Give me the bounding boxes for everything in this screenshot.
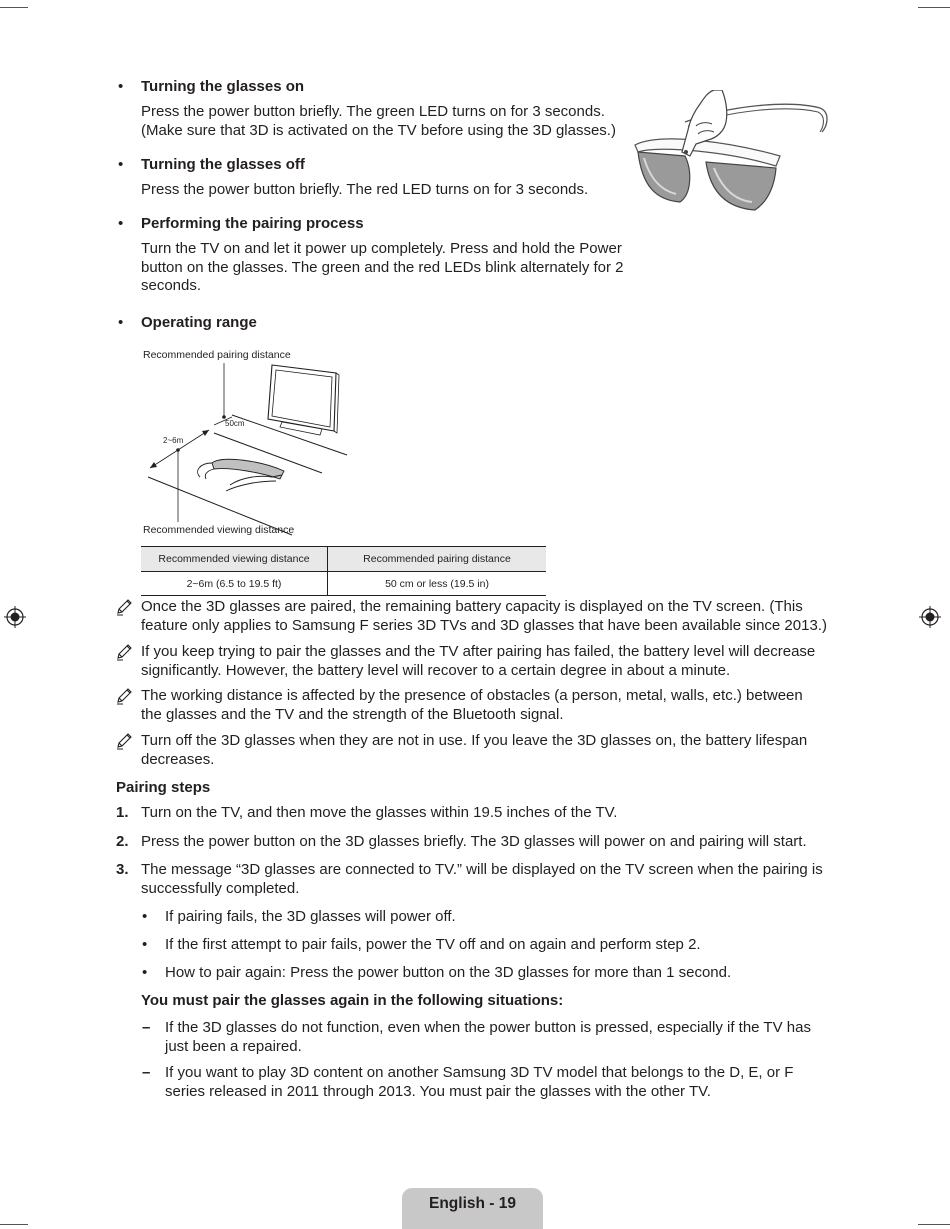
body-line: Press the power button briefly. The green LED turns on for 3 seconds. — [141, 103, 605, 120]
bullet-icon: • — [142, 936, 148, 953]
crop-mark — [918, 7, 950, 8]
body-line: seconds. — [141, 277, 202, 294]
viewing-distance-label: Recommended viewing distance — [143, 524, 295, 536]
crop-mark — [918, 1224, 950, 1225]
sub-bullet-text: How to pair again: Press the power button on the 3D glasses for more than 1 second. — [165, 964, 732, 981]
bullet-icon: • — [142, 964, 148, 981]
bullet-icon: • — [118, 215, 124, 232]
dash-line: just been a repaired. — [165, 1037, 302, 1055]
crop-mark — [0, 1224, 28, 1225]
registration-mark-icon — [4, 606, 26, 628]
note-line: feature only applies to Samsung F series 3D TVs and 3D glasses that have been available since 2013.) — [141, 616, 827, 634]
table-row — [141, 572, 546, 596]
bullet-icon: • — [118, 156, 124, 173]
step-number: 3. — [116, 861, 129, 878]
section-heading: Turning the glasses on — [141, 78, 305, 95]
note-line: significantly. However, the battery level will recover to a certain degree in about a minute. — [141, 661, 731, 679]
note-line: The working distance is affected by the presence of obstacles (a person, metal, walls, etc.) between — [141, 687, 803, 704]
pencil-note-icon — [116, 598, 134, 616]
section-heading: Operating range — [141, 314, 257, 331]
page-number-tab: English - 19 — [402, 1188, 543, 1229]
sub-bullet-text: If the first attempt to pair fails, power the TV off and on again and perform step 2. — [165, 936, 701, 953]
section-heading: Performing the pairing process — [141, 215, 364, 232]
table-header-cell: Recommended pairing distance — [328, 547, 547, 572]
must-pair-heading: You must pair the glasses again in the following situations: — [141, 992, 564, 1009]
table-header-cell: Recommended viewing distance — [141, 547, 328, 572]
dash-line: series released in 2011 through 2013. You must pair the glasses with the other TV. — [165, 1082, 711, 1100]
step-line: Turn on the TV, and then move the glasses within 19.5 inches of the TV. — [141, 804, 618, 821]
note-line: Turn off the 3D glasses when they are not in use. If you leave the 3D glasses on, the battery lifespan — [141, 732, 808, 749]
glasses-illustration — [630, 90, 835, 215]
body-line: Press the power button briefly. The red LED turns on for 3 seconds. — [141, 181, 589, 198]
table-cell: 50 cm or less (19.5 in) — [328, 572, 547, 596]
step-number: 2. — [116, 833, 129, 850]
body-line: button on the glasses. The green and the red LEDs blink alternately for 2 — [141, 258, 624, 276]
sub-bullet-text: If pairing fails, the 3D glasses will power off. — [165, 908, 456, 925]
operating-range-diagram — [142, 345, 372, 540]
note-line: decreases. — [141, 750, 215, 768]
step-line: Press the power button on the 3D glasses briefly. The 3D glasses will power on and pairing will start. — [141, 833, 807, 850]
note-line: Once the 3D glasses are paired, the remaining battery capacity is displayed on the TV screen. (This — [141, 598, 803, 615]
dash-line: If you want to play 3D content on another Samsung 3D TV model that belongs to the D, E, or F — [165, 1064, 794, 1081]
bullet-icon: • — [118, 78, 124, 95]
step-line: The message “3D glasses are connected to TV.” will be displayed on the TV screen when the pairing is — [141, 861, 823, 878]
pairing-steps-heading: Pairing steps — [116, 779, 211, 796]
step-number: 1. — [116, 804, 129, 821]
dash-line: If the 3D glasses do not function, even when the power button is pressed, especially if the TV has — [165, 1019, 811, 1036]
note-line: the glasses and the TV and the strength of the Bluetooth signal. — [141, 705, 564, 723]
distance-2-6m-label: 2~6m — [163, 436, 184, 445]
table-cell: 2~6m (6.5 to 19.5 ft) — [141, 572, 328, 596]
section-heading: Turning the glasses off — [141, 156, 305, 173]
bullet-icon: • — [142, 908, 148, 925]
crop-mark — [0, 7, 28, 8]
dash-mark: – — [142, 1019, 151, 1036]
body-line: Turn the TV on and let it power up completely. Press and hold the Power — [141, 240, 622, 257]
range-diagram-drawing — [142, 345, 372, 540]
body-line: (Make sure that 3D is activated on the TV before using the 3D glasses.) — [141, 121, 616, 139]
pairing-distance-label: Recommended pairing distance — [143, 349, 291, 361]
dash-mark: – — [142, 1064, 151, 1081]
note-line: If you keep trying to pair the glasses and the TV after pairing has failed, the battery level will decrease — [141, 643, 816, 660]
table-header-row — [141, 547, 546, 572]
range-table — [141, 546, 546, 596]
distance-50cm-label: 50cm — [225, 419, 245, 428]
bullet-icon: • — [118, 314, 124, 331]
pencil-note-icon — [116, 732, 134, 750]
step-line: successfully completed. — [141, 879, 300, 897]
pencil-note-icon — [116, 687, 134, 705]
registration-mark-icon — [919, 606, 941, 628]
pencil-note-icon — [116, 643, 134, 661]
